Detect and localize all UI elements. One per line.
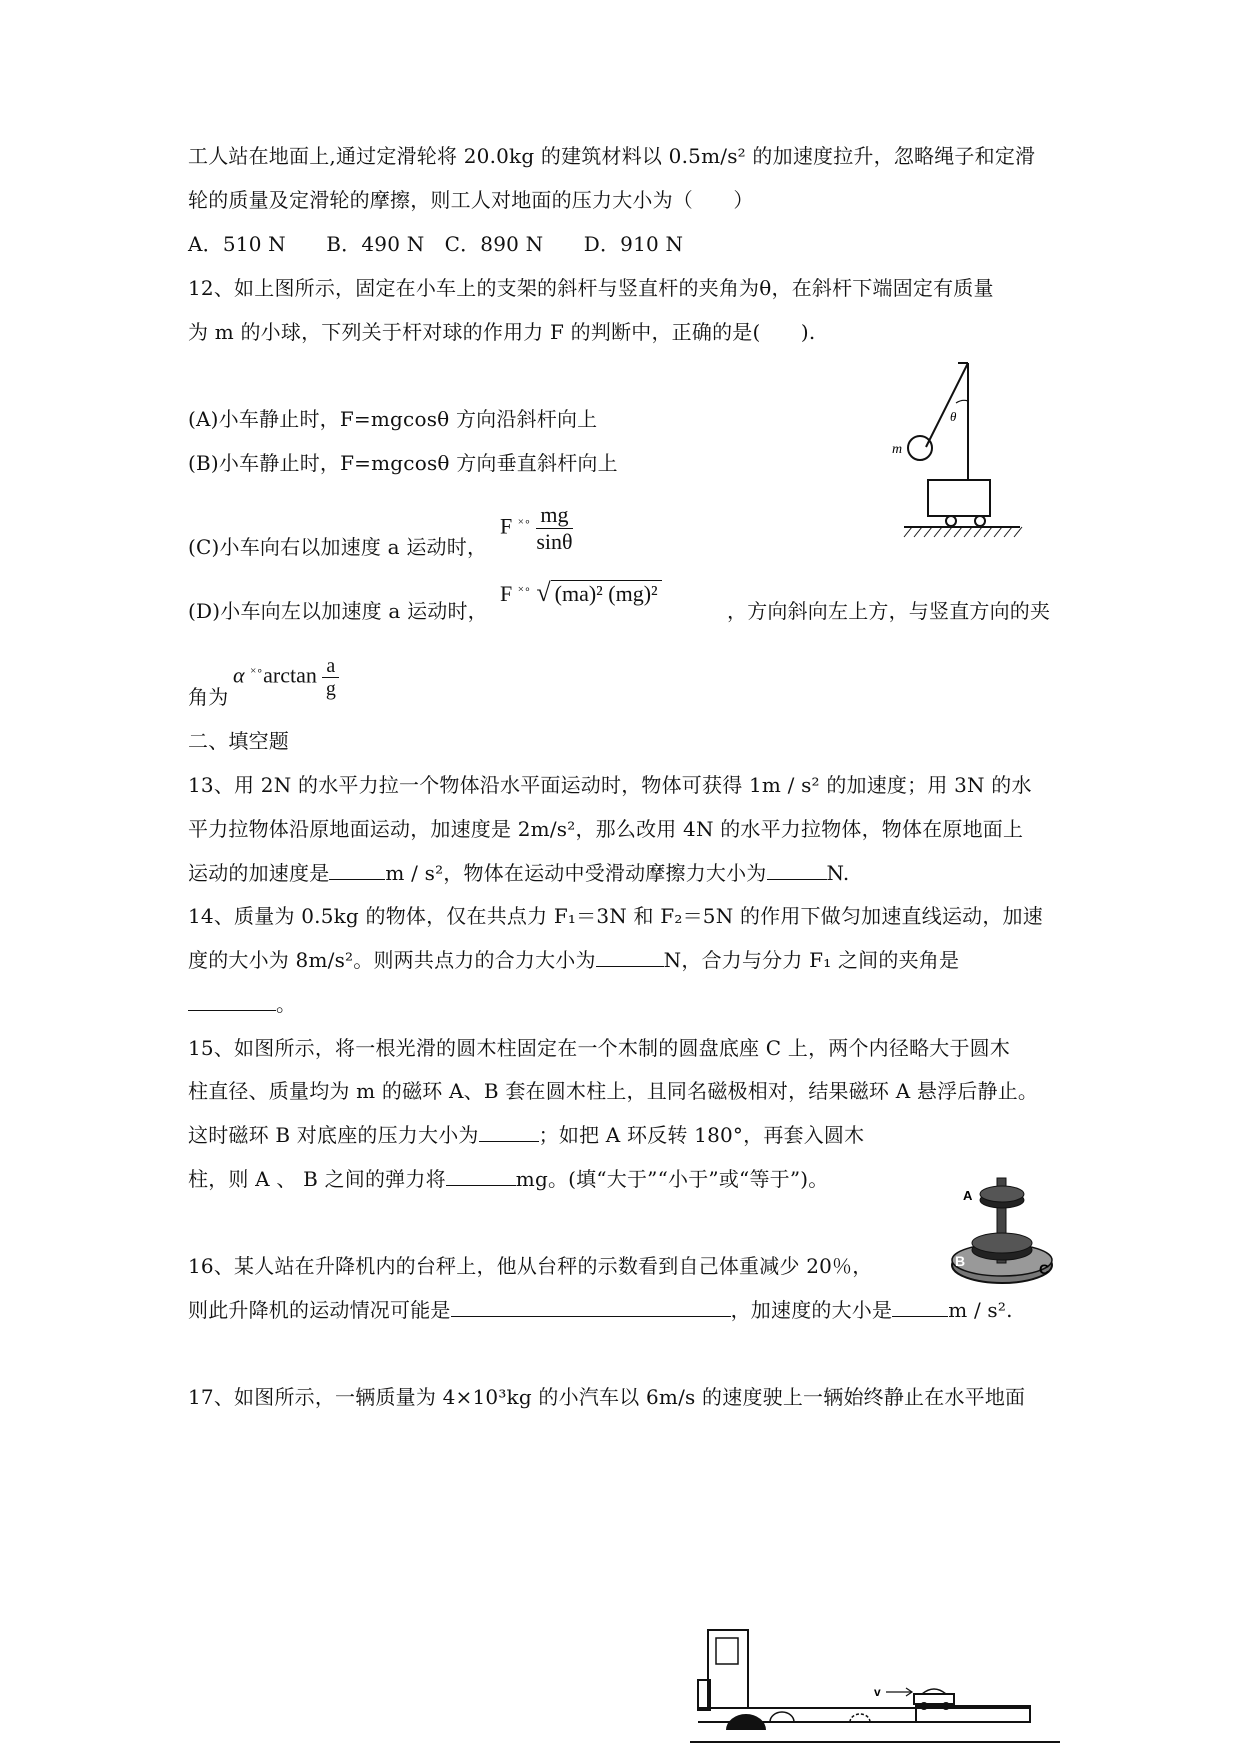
sqrt-symbol: √ (536, 578, 551, 607)
formula-c-numerator: mg (536, 502, 572, 529)
formula-alpha-garble: ×∘ (250, 665, 264, 678)
cart-wheel-right (975, 516, 985, 526)
q15-blank-1[interactable] (479, 1123, 539, 1142)
q12-option-d: (D)小车向左以加速度 a 运动时， (188, 599, 488, 623)
q12-line-1: 12、如上图所示，固定在小车上的支架的斜杆与竖直杆的夹角为θ，在斜杆下端固定有质量 (188, 276, 994, 300)
q14-line-3 (188, 990, 296, 1018)
q14-line-2-a: 度的大小为 8m/s²。则两共点力的合力大小为 (188, 948, 596, 972)
q16-line-2-b: ，加速度的大小是 (730, 1298, 893, 1322)
label-b: B (955, 1253, 966, 1269)
formula-alpha-denominator: g (325, 678, 336, 700)
q15-line-2: 柱直径、质量均为 m 的磁环 A、B 套在圆木柱上，且同名磁极相对，结果磁环 A 悬浮后静止。 (188, 1079, 1039, 1103)
q13-line-3 (188, 859, 850, 887)
q12-option-c: (C)小车向右以加速度 a 运动时， (188, 535, 488, 559)
q14-blank-1[interactable] (596, 948, 664, 967)
q14-line-3-end: 。 (276, 992, 297, 1016)
q11-line-1: 工人站在地面上,通过定滑轮将 20.0kg 的建筑材料以 0.5m/s² 的加速度拉升，忽略绳子和定滑 (188, 144, 1036, 168)
formula-c-fraction (536, 502, 572, 555)
cart-wheel-left (946, 516, 956, 526)
formula-d-lhs: F (500, 581, 513, 606)
pendulum-cart-figure (888, 355, 1028, 540)
formula-c (500, 502, 573, 555)
truck-car-figure (690, 1620, 1060, 1754)
slant-rod (926, 363, 968, 447)
label-theta: θ (950, 409, 957, 424)
q15-line-3-b: ；如把 A 环反转 180°，再套入圆木 (538, 1123, 865, 1147)
section-heading: 二、填空题 (188, 729, 289, 753)
q13-line-1: 13、用 2N 的水平力拉一个物体沿水平面运动时，物体可获得 1m / s² 的加速度；用 3N 的水 (188, 773, 1032, 797)
q12-line-2: 为 m 的小球，下列关于杆对球的作用力 F 的判断中，正确的是( ). (188, 320, 816, 344)
truck-cab (708, 1630, 748, 1708)
truck-wheel (726, 1714, 766, 1730)
q15-blank-2[interactable] (446, 1167, 516, 1186)
q16-blank-2[interactable] (892, 1298, 948, 1317)
q13-line-3-b: m / s²，物体在运动中受滑动摩擦力大小为 (385, 861, 767, 885)
cart-body (928, 480, 990, 516)
q15-line-4-a: 柱，则 A 、 B 之间的弹力将 (188, 1167, 446, 1191)
q14-blank-2[interactable] (188, 992, 276, 1011)
q12-option-d-tail: ，方向斜向左上方，与竖直方向的夹 (727, 599, 1051, 623)
formula-c-garble: ×∘ (517, 516, 531, 529)
q12-option-b: (B)小车静止时，F=mgcosθ 方向垂直斜杆向上 (188, 451, 618, 475)
formula-alpha-numerator: a (322, 655, 339, 678)
q15-line-3-a: 这时磁环 B 对底座的压力大小为 (188, 1123, 479, 1147)
label-v: v (874, 1685, 881, 1699)
q15-line-4 (188, 1165, 829, 1193)
magnet-rings-figure (945, 1170, 1060, 1295)
formula-d (500, 578, 662, 608)
formula-d-expression: (ma)² (mg)² (551, 580, 662, 606)
formula-alpha (233, 655, 339, 700)
formula-c-denominator: sinθ (536, 529, 573, 554)
formula-alpha-symbol: α (233, 662, 245, 688)
q13-line-2: 平力拉物体沿原地面运动，加速度是 2m/s²，那么改用 4N 的水平力拉物体，物体在原地面上 (188, 817, 1024, 841)
q15-line-1: 15、如图所示，将一根光滑的圆木柱固定在一个木制的圆盘底座 C 上，两个内径略大于圆木 (188, 1036, 1011, 1060)
q16-blank-1[interactable] (451, 1298, 731, 1317)
q12-option-d-end: 角为 (188, 685, 229, 709)
small-car (914, 1694, 954, 1704)
q15-line-4-b: mg。(填“大于”“小于”或“等于”)。 (515, 1167, 829, 1191)
q14-line-2 (188, 946, 959, 974)
q16-line-2-a: 则此升降机的运动情况可能是 (188, 1298, 451, 1322)
q17-line-1: 17、如图所示，一辆质量为 4×10³kg 的小汽车以 6m/s 的速度驶上一辆始终静止在水平地面 (188, 1385, 1026, 1409)
q11-options: A．510 N B．490 N C．890 N D．910 N (188, 232, 684, 256)
formula-alpha-fraction (322, 655, 339, 700)
q16-line-1: 16、某人站在升降机内的台秤上，他从台秤的示数看到自己体重减少 20％， (188, 1254, 873, 1278)
ball (908, 436, 932, 460)
label-m: m (892, 442, 903, 457)
label-a: A (963, 1188, 973, 1203)
q16-line-2-c: m / s². (948, 1298, 1013, 1322)
label-c: C (1039, 1261, 1050, 1277)
q13-blank-1[interactable] (329, 861, 385, 880)
q16-line-2 (188, 1296, 1013, 1324)
q13-blank-2[interactable] (767, 861, 827, 880)
q15-line-3 (188, 1121, 864, 1149)
q11-line-2: 轮的质量及定滑轮的摩擦，则工人对地面的压力大小为（ ） (188, 188, 754, 212)
formula-d-garble: ×∘ (517, 583, 531, 596)
q14-line-2-b: N，合力与分力 F₁ 之间的夹角是 (663, 948, 960, 972)
formula-c-lhs: F (500, 513, 513, 539)
q13-line-3-a: 运动的加速度是 (188, 861, 330, 885)
q12-option-a: (A)小车静止时，F=mgcosθ 方向沿斜杆向上 (188, 407, 598, 431)
formula-alpha-fn: arctan (263, 662, 317, 688)
q13-line-3-c: N. (826, 861, 850, 885)
q14-line-1: 14、质量为 0.5kg 的物体，仅在共点力 F₁＝3N 和 F₂＝5N 的作用下做匀加速直线运动，加速 (188, 904, 1043, 928)
